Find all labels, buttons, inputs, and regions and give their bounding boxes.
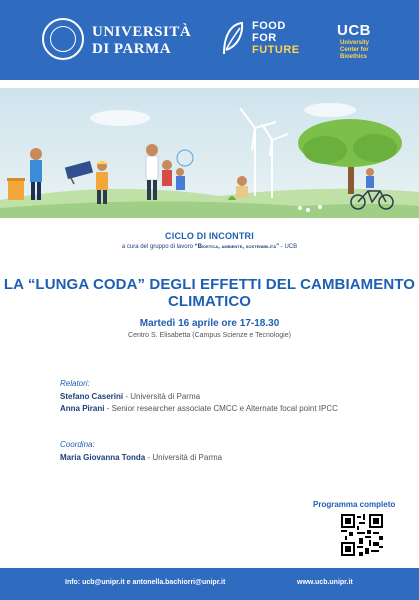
person-figure xyxy=(162,170,172,186)
footer-bar xyxy=(0,568,419,600)
person-figure xyxy=(30,160,42,182)
ucb-line3: Bioethics xyxy=(340,54,368,60)
speaker-affiliation: - Università di Parma xyxy=(123,392,201,401)
organizer-group: “Bioetica, ambiente, sostenibilità” xyxy=(194,244,280,250)
footer-contact-info[interactable]: Info: ucb@unipr.it e antonella.bachiorri@unipr.it xyxy=(65,579,226,586)
recycling-bin-icon xyxy=(8,180,24,200)
footer-website-link[interactable]: www.ucb.unipr.it xyxy=(297,579,353,586)
cloud xyxy=(304,103,356,117)
event-venue: Centro S. Elisabetta (Campus Scienze e Tecnologie) xyxy=(128,332,291,339)
speaker-name: Stefano Caserini xyxy=(60,392,124,401)
university-logo-text xyxy=(92,24,191,58)
event-title: LA “LUNGA CODA” DEGLI EFFETTI DEL CAMBIAMENTO CLIMATICO xyxy=(3,276,416,310)
speakers-label: Relatori: xyxy=(60,379,90,388)
ucb-line2: Center for xyxy=(340,47,369,53)
person-figure xyxy=(146,156,158,180)
organizer-suffix: - UCB xyxy=(279,244,298,250)
person-figure xyxy=(96,172,108,190)
university-seal-inner xyxy=(50,26,76,52)
person-figure xyxy=(236,186,248,198)
food-for-future-leaf-icon xyxy=(220,20,246,58)
programma-link[interactable]: Programma completo xyxy=(313,500,396,509)
speaker-entry xyxy=(60,404,338,413)
food-line3: FUTURE xyxy=(252,44,300,56)
moderator-label: Coordina: xyxy=(60,440,95,449)
header-bar xyxy=(0,0,419,80)
moderator-name: Maria Giovanna Tonda xyxy=(60,453,146,462)
sustainability-illustration xyxy=(0,88,419,218)
food-line1: FOOD xyxy=(252,20,286,32)
moderator-entry xyxy=(60,453,222,462)
ucb-logo-title: UCB xyxy=(337,22,371,39)
event-date: Martedì 16 aprile ore 17-18.30 xyxy=(139,318,280,329)
ucb-logo-subtitle xyxy=(340,40,369,61)
ucb-line1: University xyxy=(340,40,370,46)
food-line2: FOR xyxy=(252,32,277,44)
food-for-future-logo-text xyxy=(252,20,300,56)
moderator-affiliation: - Università di Parma xyxy=(145,453,223,462)
cyclist xyxy=(366,176,374,188)
cloud xyxy=(90,110,150,126)
university-seal-icon xyxy=(42,18,84,60)
event-series: CICLO DI INCONTRI xyxy=(165,231,254,241)
person-figure xyxy=(176,176,185,190)
speaker-name: Anna Pirani xyxy=(60,404,105,413)
qr-code-icon[interactable] xyxy=(341,514,383,556)
speaker-affiliation: - Senior researcher associate CMCC e Alternate focal point IPCC xyxy=(104,404,338,413)
organizer-line xyxy=(0,244,419,250)
university-line2: DI PARMA xyxy=(92,41,172,57)
speaker-entry xyxy=(60,392,200,401)
organizer-prefix: a cura del gruppo di lavoro xyxy=(121,244,195,250)
university-line1: UNIVERSITÀ xyxy=(92,24,192,40)
